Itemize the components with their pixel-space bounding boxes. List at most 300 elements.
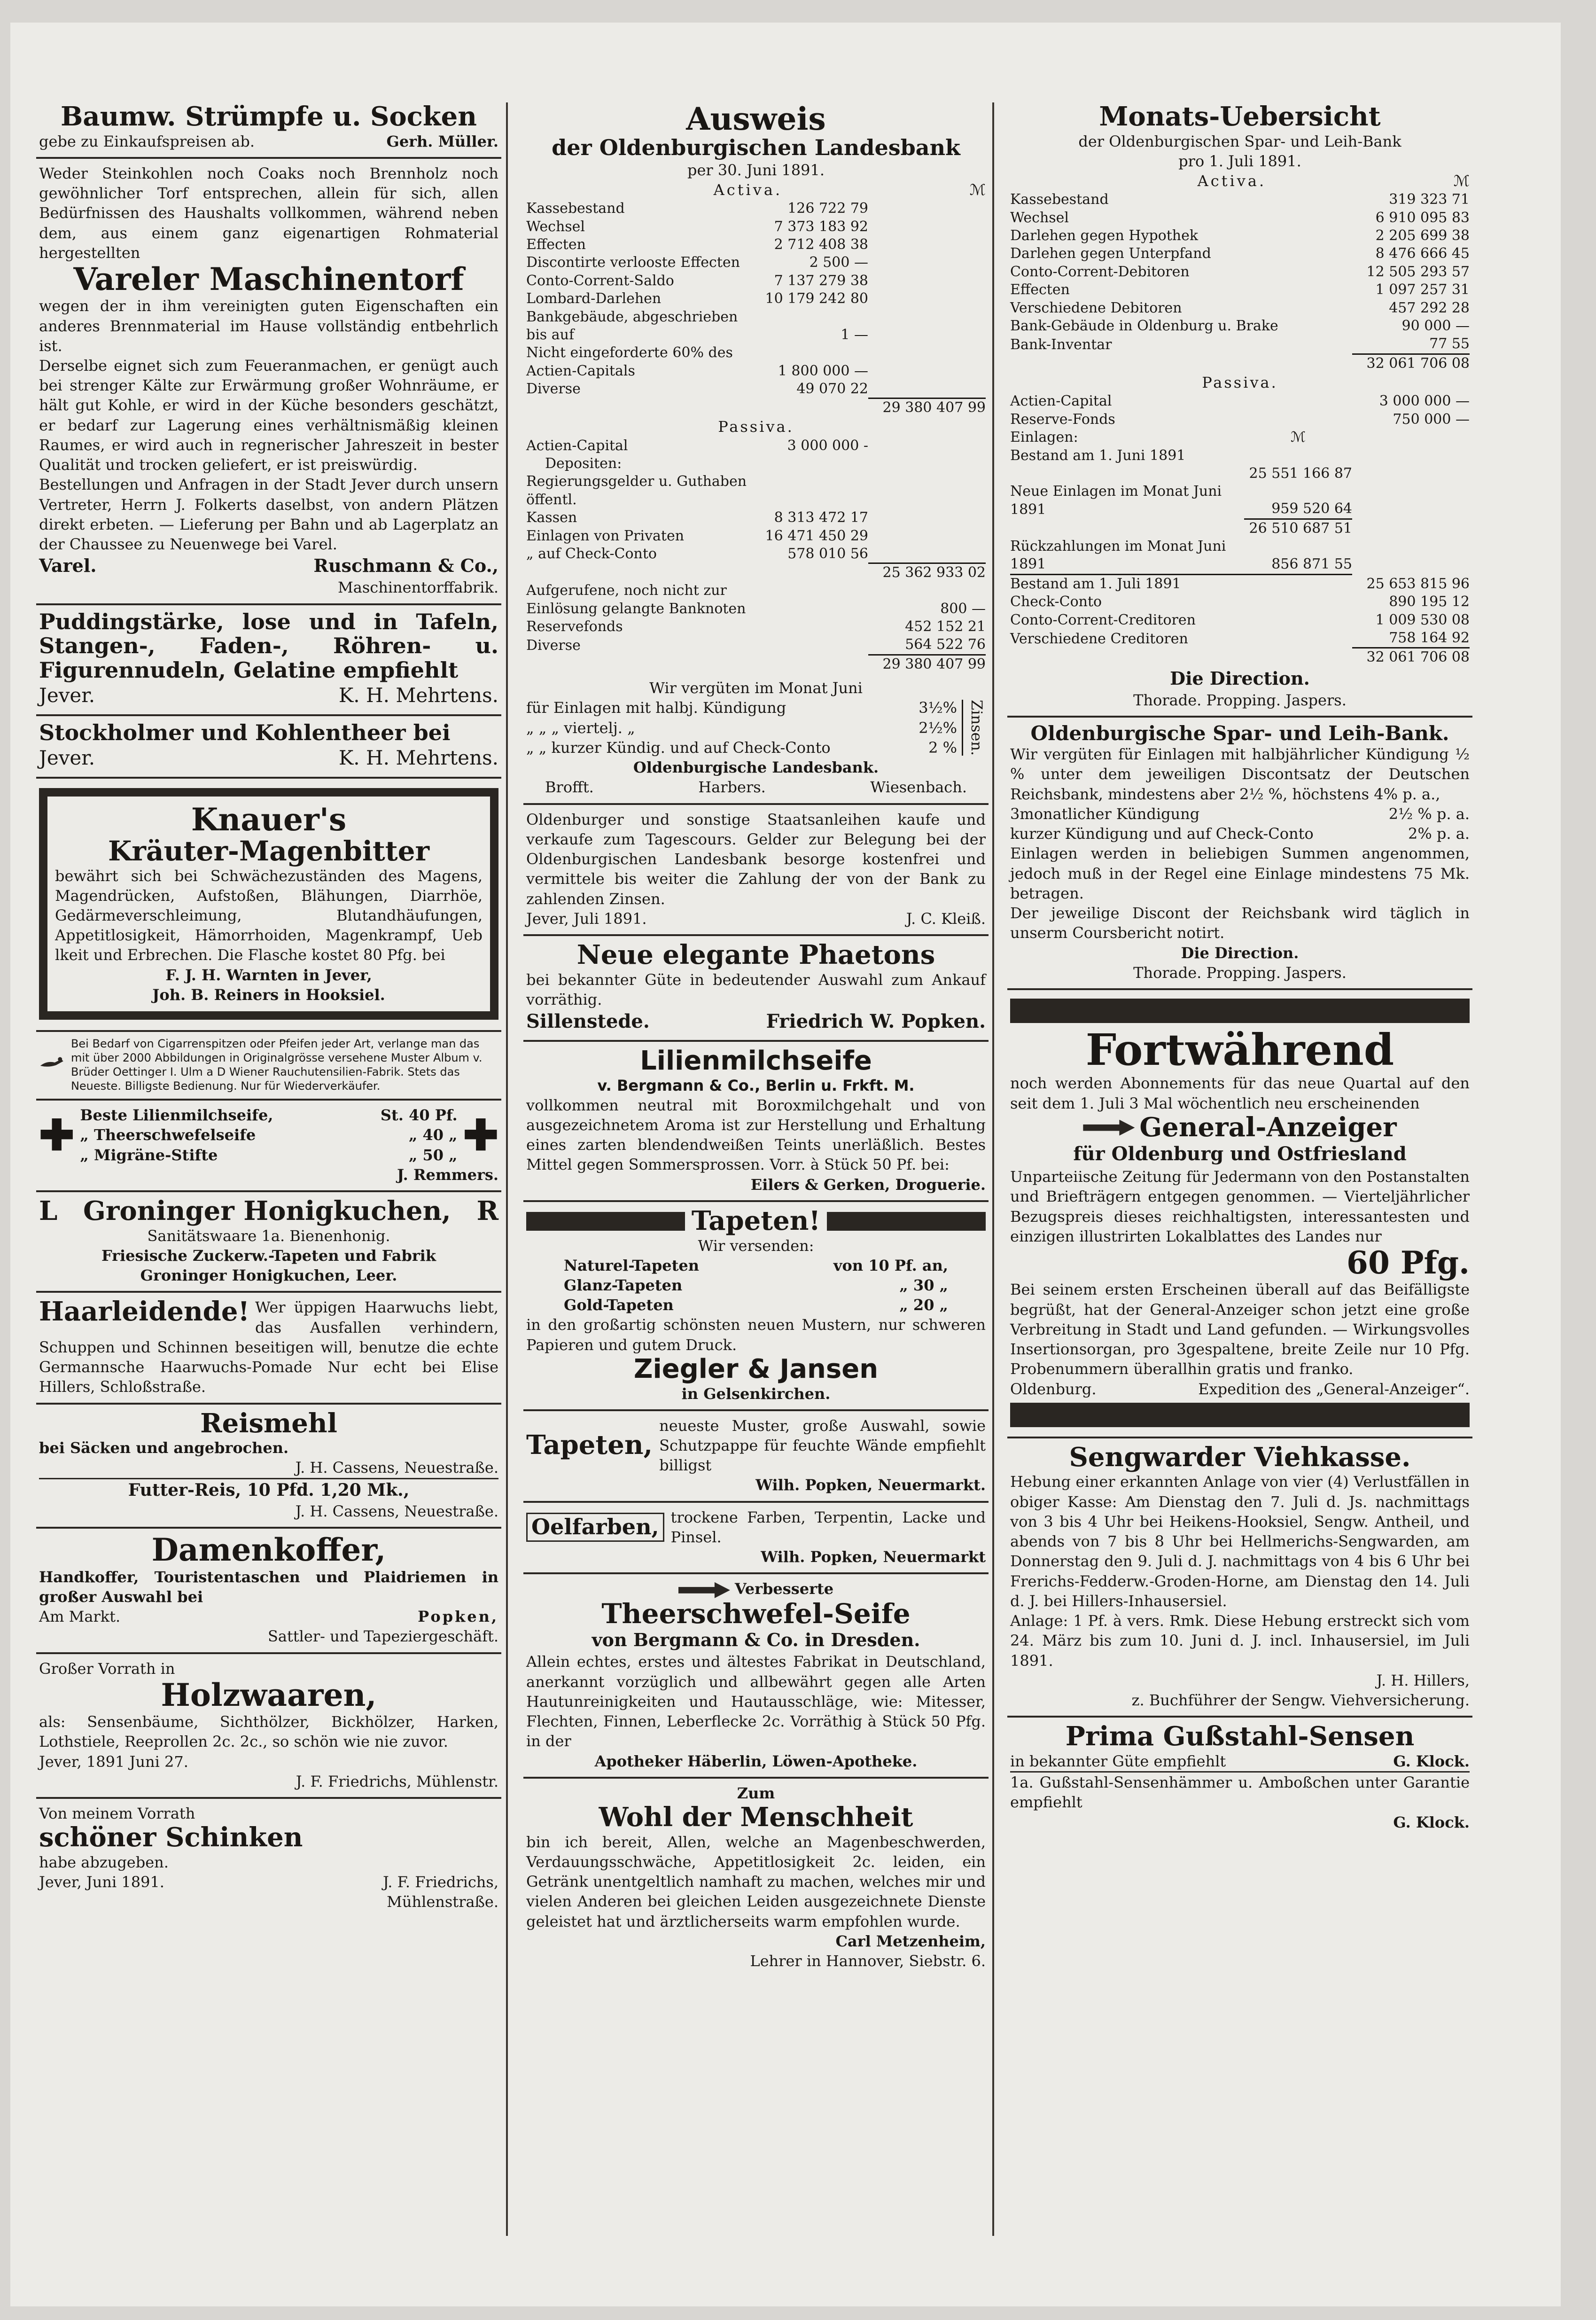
rate-label: kurzer Kündigung und auf Check-Conto [1010,825,1314,843]
ad-sensen [1007,1718,1472,1838]
table-row [1010,227,1470,245]
notice-text: Anlage: 1 Pf. à vers. Rmk. Diese Hebung erstreckt sich vom 24. März bis zum 10. Juni d. J. incl. Inhausersiel, im Juli 1891. [1010,1612,1470,1670]
product-price: von 10 Pf. an, [833,1256,948,1274]
row-value: 90 000 — [1401,318,1470,335]
ad-stockings [36,98,501,159]
rate-value: 2½% [919,719,957,737]
table-row [1010,519,1470,538]
ad-intro: Weder Steinkohlen noch Coaks noch Brennholz noch gewöhnlicher Torf entsprechen, allein für sich, allen Bedürfnissen des Haushalts vollkommen, während neben dem, aus einem ganz eigenartigen Rohmaterial hergestellten [39,164,498,262]
table-row-total [1010,648,1470,667]
ad-text: Bei seinem ersten Erscheinen überall auf das Beifälligste begrüßt, hat der General-Anzeiger schon jetzt eine große Verbreitung in Stadt und Land gefunden. — Wirkungsvolles Insertionsorgan, pro 3gespaltene, breite Zeile nur 10 Pfg. Probenummern überallhin gratis und franko. [1010,1281,1470,1378]
row-value: 1 800 000 — [778,362,868,379]
row-value: 8 313 472 17 [774,509,868,526]
row-value: 25 653 815 96 [1366,575,1470,592]
currency-label: ℳ [1453,172,1470,190]
row-label: Bankgebäude, abgeschrieben bis auf [526,308,738,343]
ad-signer-sub: Mühlenstraße. [387,1893,498,1911]
ad-date: Jever, 1891 Juni 27. [39,1752,188,1771]
pipe-icon [39,1037,65,1088]
row-label: Rückzahlungen im Monat Juni 1891 [1010,538,1226,573]
row-label: Bestand am 1. Juli 1891 [1010,574,1244,593]
table-row [1010,392,1470,410]
row-value: 12 505 293 57 [1366,263,1470,280]
ad-title: Baumw. Strümpfe u. Socken [60,101,477,132]
row-value: 16 471 450 29 [765,527,868,544]
section-label: Passiva. [1202,374,1278,392]
row-value: 457 292 28 [1389,299,1470,316]
row-label: Neue Einlagen im Monat Juni 1891 [1010,483,1222,518]
decor-bar [1010,1403,1470,1427]
ad-place: in Gelsenkirchen. [681,1384,831,1403]
row-label: Conto-Corrent-Debitoren [1010,263,1190,280]
row-label: Wechsel [526,218,585,235]
ad-maker: v. Bergmann & Co., Berlin u. Frkft. M. [597,1076,915,1094]
notice-title: Sengwarder Viehkasse. [1069,1441,1411,1473]
table-row-total [526,655,986,673]
ad-intro: Wir versenden: [698,1236,814,1255]
ad-title: Tapeten! [691,1205,821,1236]
row-label: Verschiedene Creditoren [1010,630,1188,647]
rate-label: „ „ kurzer Kündig. und auf Check-Conto [526,738,831,757]
row-label: Verschiedene Debitoren [1010,299,1182,316]
table-row [1010,611,1470,629]
rate-label: für Einlagen mit halbj. Kündigung [526,699,786,717]
passiva-total: 32 061 706 08 [1352,648,1470,667]
row-value: 578 010 56 [787,546,868,562]
section-label: Passiva. [718,418,794,436]
activa-table [526,200,986,417]
table-row [1010,299,1470,317]
row-label: Depositen: [545,455,622,472]
ad-spar-leih-bank [1007,718,1472,990]
notice-ausweis-landesbank [523,98,989,805]
ad-place: Sillenstede. [526,1010,650,1033]
pointing-hand-icon [678,1582,730,1598]
table-row-total [526,398,986,417]
row-label: Discontirte verlooste Effecten [526,254,740,271]
ad-title: Neue elegante Phaetons [576,939,935,971]
rate-value: 2 % [928,738,957,757]
row-value: 319 323 71 [1389,191,1470,208]
row-value: 25 551 166 87 [1249,465,1352,482]
director-names: Thorade. Propping. Jaspers. [1133,963,1347,982]
ad-signer: Carl Metzenheim, [835,1932,986,1950]
decor-bar [526,1212,685,1231]
notice-date: pro 1. Juli 1891. [1178,152,1301,170]
ad-signer: Friedrich W. Popken. [766,1010,986,1033]
table-row [1010,263,1470,281]
ad-text: in den großartig schönsten neuen Mustern, nur schweren Papieren und gutem Druck. [526,1316,986,1354]
row-label: Diverse [526,637,581,654]
notice-viehkasse [1007,1438,1472,1718]
ad-kleiss [523,805,989,936]
column-rule-2 [992,102,994,2236]
row-value: 10 179 242 80 [765,290,868,307]
table-row-total [1010,354,1470,373]
passiva-table [526,437,986,674]
ad-text: wegen der in ihm vereinigten guten Eigenschaften ein anderes Brennmaterial im Hause vollständig entbehrlich ist. [39,297,498,355]
ad-text: Einlagen werden in beliebigen Summen angenommen, jedoch muß in der Regel eine Einlage mindestens 75 Mk. betragen. [1010,844,1470,902]
ad-tapeten-ziegler [523,1202,989,1411]
ad-text: bei bekannter Güte in bedeutender Auswahl zum Ankauf vorräthig. [526,970,986,1008]
row-value: 7 137 279 38 [774,272,868,289]
rates-title: Wir vergüten im Monat Juni [649,679,863,697]
row-value: 8 476 666 45 [1375,245,1470,262]
ad-signer: Gerh. Müller. [386,132,498,150]
row-label: Nicht eingeforderte 60% des Actien-Capitals [526,344,733,379]
notice-signer: J. H. Hillers, [1376,1671,1470,1689]
ad-title: Kräuter-Magenbitter [108,835,430,867]
table-row [526,218,986,236]
ad-seller: Joh. B. Reiners in Hooksiel. [152,985,385,1004]
rate-value: 3½% [919,699,957,717]
ad-title: Wohl der Menschheit [599,1802,913,1833]
table-row [1010,574,1470,593]
ad-honigkuchen [36,1192,501,1293]
ad-signer: Popken, [418,1608,498,1626]
row-label: Diverse [526,381,581,398]
row-label: Aufgerufene, noch nicht zur Einlösung gelangte Banknoten [526,582,746,617]
row-label: Actien-Capital [526,437,628,454]
row-label: Actien-Capital [1010,393,1112,410]
ad-theerschwefelseife [523,1574,989,1778]
table-row [526,636,986,655]
ad-title: Reismehl [200,1407,337,1439]
product-price: „ 30 „ [899,1276,948,1294]
notice-subtitle: der Oldenburgischen Spar- und Leih-Bank [1078,132,1401,150]
ad-signer: Apotheker Häberlin, Löwen-Apotheke. [594,1752,918,1770]
ad-text: Allein echtes, erstes und ältestes Fabrikat in Deutschland, anerkannt vorzüglich und allbewährt gegen alle Arten Hautunreinigkeiten und Hautausschläge, wie: Mitesser, Flechten, Finnen, Leberflecke 2c. Vorräthig à Stück 50 Pfg. in der [526,1653,986,1750]
ad-cigarrenspitzen [36,1032,501,1101]
product-price: St. 40 Pf. [380,1106,458,1125]
ad-seller: F. J. H. Warnten in Jever, [165,966,372,984]
ad-date: Jever, Juni 1891. [39,1873,164,1891]
column-1 [36,98,501,2241]
ad-signer: J. C. Kleiß. [906,909,986,928]
activa-table [1010,191,1470,373]
ad-title: schöner Schinken [39,1822,303,1853]
row-label: Conto-Corrent-Creditoren [1010,611,1196,628]
table-row [526,308,986,344]
ad-text: in bekannter Güte empfiehlt [1010,1752,1226,1770]
ad-signer: Wilh. Popken, Neuermarkt. [755,1476,986,1494]
row-label: Kassebestand [1010,191,1109,208]
ad-phaetons [523,936,989,1042]
row-label: Darlehen gegen Hypothek [1010,227,1199,244]
table-row [526,527,986,545]
row-value: 49 070 22 [796,381,868,398]
row-label: Bank-Gebäude in Oldenburg u. Brake [1010,318,1278,335]
ad-signer: J. H. Cassens, Neuestraße. [295,1459,498,1477]
ad-initial-left: L [39,1195,58,1227]
direction-label: Die Direction. [1181,944,1299,962]
ad-place: Oldenburg. [1010,1380,1097,1398]
row-label: Bank-Inventar [1010,336,1112,353]
ad-text: Friesische Zuckerw.-Tapeten und Fabrik [101,1246,436,1265]
ad-place: Jever. [39,746,95,770]
ad-place: Am Markt. [39,1608,121,1626]
ad-text: 1a. Gußstahl-Sensenhämmer u. Amboßchen unter Garantie empfiehlt [1010,1771,1470,1812]
row-label: Wechsel [1010,209,1069,226]
table-row [1010,317,1470,335]
bank-name: Oldenburgische Landesbank. [633,758,879,777]
ad-place: Varel. [39,555,97,577]
table-row [1010,465,1470,483]
row-value: 2 712 408 38 [774,236,868,253]
ad-signer: Expedition des „General-Anzeiger“. [1198,1380,1470,1398]
row-value: 959 520 64 [1271,500,1352,517]
ad-place: Jever. [39,684,95,707]
ad-oelfarben [523,1503,989,1575]
row-value: 890 195 12 [1389,594,1470,610]
row-value: 1 097 257 31 [1375,281,1470,298]
row-value: 452 152 21 [905,618,986,635]
column-2 [523,98,989,2241]
table-row [526,618,986,636]
table-row [1010,335,1470,354]
table-row [1010,629,1470,648]
ad-signer: K. H. Mehrtens. [338,746,498,770]
rate-label: 3monatlicher Kündigung [1010,805,1200,823]
ad-intro: Verbesserte [734,1580,834,1598]
row-value: 758 164 92 [1389,630,1470,647]
section-label: Activa. [713,181,783,199]
table-row [1010,411,1470,429]
ad-signer-sub: Maschinentorffabrik. [338,578,498,597]
row-value: 1 009 530 08 [1375,611,1470,628]
column-rule-1 [506,102,508,2236]
row-label: Einlagen von Privaten [526,527,685,544]
row-label: Darlehen gegen Unterpfand [1010,245,1211,262]
ad-damenkoffer [36,1529,501,1654]
ad-text: Oldenburger und sonstige Staatsanleihen kaufe und verkaufe zum Tagescours. Gelder zur Belegung bei der Oldenburgischen Landesbank besorge kostenfrei und vermittele bis weiter die Zahlung der von der Bank zu zahlenden Zinsen. [526,810,986,908]
ad-tapeten-popken [523,1411,989,1503]
ad-text: vollkommen neutral mit Boroxmilchgehalt und von ausgezeichnetem Aroma ist zur Herstellung und Erhaltung eines zarten blendendweißen Teints unerläßlich. Bestes Mittel gegen Sommersprossen. Vorr. à Stück 50 Pf. bei: [526,1096,986,1174]
row-value: 564 522 76 [905,636,986,653]
table-row [526,582,986,618]
row-label: Effecten [1010,281,1070,298]
product-name: Glanz-Tapeten [564,1276,683,1294]
table-row [1010,538,1470,574]
ad-title: Prima Gußstahl-Sensen [1065,1721,1415,1752]
ad-text: bin ich bereit, Allen, welche an Magenbeschwerden, Verdauungsschwäche, Appetitlosigkeit 2c. leiden, ein Getränk unentgeltlich namhaft zu machen, welches mir und vielen Anderen bei gleichen Leiden ausgezeichnete Dienste geleistet hat und ärztlicherseits warm empfohlen wurde. [526,1833,986,1930]
ad-signer: K. H. Mehrtens. [338,684,498,707]
ad-price: 60 Pfg. [1347,1244,1470,1281]
row-value: 1 — [841,326,868,343]
ad-signer: J. F. Friedrichs, [382,1873,498,1891]
ad-text: Der jeweilige Discont der Reichsbank wird täglich in unserm Coursbericht notirt. [1010,904,1470,942]
ad-general-anzeiger [1007,990,1472,1438]
ad-title: Stockholmer und Kohlentheer bei [39,719,451,745]
row-value: 7 373 183 92 [774,218,868,235]
ad-title: Theerschwefel-Seife [601,1597,911,1630]
ad-title: Puddingstärke, lose und in Tafeln, Stangen-, Faden-, Röhren- u. Figurennudeln, Gelatine empfiehlt [39,609,498,683]
table-row-total [526,563,986,582]
product-name: Naturel-Tapeten [564,1256,700,1274]
row-label: Conto-Corrent-Saldo [526,272,674,289]
row-label: Einlagen: [1010,429,1078,446]
ad-text: Bei Bedarf von Cigarrenspitzen oder Pfeifen jeder Art, verlange man das mit über 2000 Abbildungen in Originalgrösse versehene Muster Album v. Brüder Oettinger I. Ulm a D Wiener Rauchutensilien-Fabrik. Stets das Neueste. Billigste Bedienung. Nur für Wiederverkäufer. [70,1037,483,1093]
table-row [526,455,986,473]
currency-label: ℳ [969,181,986,199]
ad-wohl-der-menschheit [523,1779,989,1976]
row-label: Lombard-Darlehen [526,290,662,307]
ad-text: bei Säcken und angebrochen. [39,1439,289,1457]
ad-signer: J. F. Friedrichs, Mühlenstr. [296,1772,498,1790]
section-label: Activa. [1197,172,1267,190]
rate-value: 2% p. a. [1408,825,1470,843]
ad-firm: Ziegler & Jansen [633,1353,879,1384]
ad-signer-sub: Lehrer in Hannover, Siebstr. 6. [750,1952,986,1970]
ad-intro: Zum [737,1784,775,1802]
cross-icon: ✚ [463,1110,498,1160]
ad-signer: Wilh. Popken, Neuermarkt [761,1548,986,1566]
row-label: Kassebestand [526,200,625,217]
table-row [1010,429,1470,446]
table-row [1010,281,1470,299]
product-price: „ 20 „ [899,1296,948,1314]
ad-text: Futter-Reis, 10 Pfd. 1,20 Mk., [39,1478,498,1502]
row-value: 800 — [940,600,986,617]
ad-maker: von Bergmann & Co. in Dresden. [592,1629,920,1651]
ad-text: Sanitätswaare 1a. Bienenhonig. [147,1226,390,1245]
paper-name: General-Anzeiger [1139,1111,1397,1143]
ad-title: Groninger Honigkuchen, [83,1195,451,1227]
table-row [526,236,986,254]
ad-signer-sub: Sattler- und Tapeziergeschäft. [267,1627,498,1646]
product-price: „ 50 „ [408,1146,458,1164]
row-value: 856 871 55 [1271,556,1352,573]
table-row [1010,245,1470,263]
notice-subtitle: der Oldenburgischen Landesbank [552,135,960,161]
ad-frame [39,788,498,1020]
ad-schinken [36,1799,501,1918]
product-price: „ 40 „ [408,1126,458,1144]
ad-pudding [36,605,501,716]
row-value: 750 000 — [1393,411,1470,428]
row-label: Kassen [526,509,577,526]
ad-title: Oldenburgische Spar- und Leih-Bank. [1030,722,1449,745]
ad-title: Vareler Maschinentorf [73,261,464,297]
table-row [1010,483,1470,519]
notice-title: Ausweis [686,101,826,137]
notice-text: Hebung einer erkannten Anlage von vier (4) Verlustfällen in obiger Kasse: Am Dienstag den 7. Juli d. Js. nachmittags von 3 bis 4 Uhr bei Heikens-Hooksiel, Sengw. Antheil, und abends von 7 bis 8 Uhr bei Hellmerichs-Sengwarden, am Donnerstag den 9. Juli d. J. nachmittags von 4 bis 6 Uhr bei Frerichs-Fedderw.-Groden-Horne, am Dienstag den 14. Juli d. J. bei Hillers-Inhausersiel. [1010,1473,1470,1610]
ad-text: Unparteiische Zeitung für Jedermann von den Postanstalten und Briefträgern entgegen genommen. — Vierteljährlicher Bezugspreis dieses reichhaltigsten, interessantesten und einzigen illustrirten Lokalblattes des Landes nur [1010,1168,1470,1245]
ad-text: Derselbe eignet sich zum Feueranmachen, er genügt auch bei strenger Kälte zur Erwärmung großer Wohnräume, er hält gut Kohle, er wird in der Küche besonders geschätzt, er bedarf zur Lagerung eines verhältnismäßig kleinen Raumes, er wird auch in regnerischer Jahreszeit in bester Qualität und trocken geliefert, er ist preiswürdig. [39,356,498,474]
row-value: 3 000 000 — [1379,393,1470,410]
ad-text: Wer üppigen Haarwuchs liebt, das Ausfallen verhindern, Schuppen und Schinnen beseitigen will, benutze die echte Germannsche Haarwuchs-Pomade Nur echt bei Elise Hillers, Schloßstraße. [39,1298,498,1396]
ad-title: Tapeten, [526,1429,653,1461]
ad-magenbitter [36,779,501,1032]
row-label: Effecten [526,236,586,253]
table-row [526,272,986,290]
ad-title: Holzwaaren, [161,1676,377,1713]
director-names: Thorade. Propping. Jaspers. [1133,691,1347,709]
ad-text: neueste Muster, große Auswahl, sowie Schutzpappe für feuchte Wände empfiehlt billigst [659,1416,986,1475]
pointing-hand-icon [1083,1120,1135,1136]
row-value: 126 722 79 [787,200,868,217]
ad-title: Knauer's [191,801,347,838]
table-row [526,380,986,398]
row-label: Reservefonds [526,618,623,635]
ad-text: Handkoffer, Touristentaschen und Plaidriemen in großer Auswahl bei [39,1568,498,1606]
table-row [526,509,986,527]
rate-value: 2½ % p. a. [1388,805,1470,823]
row-value: 2 500 — [809,254,868,271]
table-row [526,344,986,380]
rates-side-label: Zinsen. [962,700,986,756]
product-name: Beste Lilienmilchseife, [80,1106,273,1125]
ad-intro: Großer Vorrath in [39,1659,175,1678]
row-label: Reserve-Fonds [1010,411,1115,428]
notice-title: Monats-Uebersicht [1099,101,1381,132]
ad-holzwaaren [36,1654,501,1799]
activa-total: 29 380 407 99 [868,398,986,417]
director-name: Harbers. [698,778,766,797]
ad-title: Fortwährend [1085,1024,1394,1076]
row-value: 2 205 699 38 [1375,227,1470,244]
ad-text: trockene Farben, Terpentin, Lacke und Pinsel. [670,1508,986,1546]
direction-label: Die Direction. [1170,667,1310,689]
ad-title: Damenkoffer, [151,1531,386,1569]
row-value: 77 55 [1429,336,1470,352]
notice-date: per 30. Juni 1891. [687,161,825,179]
cross-icon: ✚ [39,1110,75,1160]
depositen-total: 25 362 933 02 [868,563,986,582]
ad-text: Wir vergüten für Einlagen mit halbjährlicher Kündigung ½ % unter dem jeweiligen Discontsatz der Deutschen Reichsbank, mindestens aber 2½ %, höchstens 4% p. a., [1010,745,1470,803]
ad-text: als: Sensenbäume, Sichthölzer, Bickhölzer, Harken, Lothstiele, Reeprollen 2c. 2c., so schön wie nie zuvor. [39,1713,498,1751]
row-label: Check-Conto [1010,594,1102,610]
ad-text: noch werden Abonnements für das neue Quartal auf den seit dem 1. Juli 3 Mal wöchentlich neu erscheinenden [1010,1074,1470,1112]
ad-signer: Ruschmann & Co., [313,555,498,577]
ad-date: Jever, Juli 1891. [526,909,647,928]
ad-title: Oelfarben, [526,1513,664,1542]
ad-reismehl [36,1405,501,1529]
product-name: „ Theerschwefelseife [80,1126,256,1144]
ad-text: bewährt sich bei Schwächezuständen des Magens, Magendrücken, Aufstoßen, Blähungen, Diarrhöe, Gedärmeverschleimung, Blutandhäufungen, Appetitlosigkeit, Hämorrhoiden, Magenkrampf, Ueb lkeit und Erbrechen. Die Flasche kostet 80 Pfg. bei [55,867,483,964]
row-label: Bestand am 1. Juni 1891 [1010,447,1186,464]
ad-signer: J. Remmers. [397,1165,498,1184]
table-row [1010,593,1470,611]
table-row [526,290,986,308]
passiva-total: 29 380 407 99 [868,655,986,673]
ad-text: gebe zu Einkaufspreisen ab. [39,132,255,150]
ad-lilienmilchseife [523,1042,989,1202]
ad-signer: Eilers & Gerken, Droguerie. [750,1175,986,1194]
ad-signer: G. Klock. [1393,1813,1470,1831]
ad-signer: J. H. Cassens, Neuestraße. [295,1502,498,1521]
row-label: „ auf Check-Conto [526,546,657,562]
ad-signer: G. Klock. [1393,1752,1470,1770]
product-name: Gold-Tapeten [564,1296,674,1314]
ad-title: Haarleidende! [39,1296,250,1328]
column-3 [1007,98,1472,2241]
row-value: 3 000 000 - [787,437,868,454]
ad-text: Bestellungen und Anfragen in der Stadt Jever durch unsern Vertreter, Herrn J. Folkerts daselbst, von andern Plätzen direkt erbeten. — Lieferung per Bahn und ab Lagerplatz an der Chaussee zu Neuenwege bei Varel. [39,476,498,554]
table-row [1010,209,1470,227]
table-row [526,254,986,272]
ad-initial-right: R [476,1195,498,1227]
table-row [1010,447,1470,465]
paper-region: für Oldenburg und Ostfriesland [1073,1143,1407,1165]
ad-text: habe abzugeben. [39,1853,169,1871]
ad-remmers [36,1101,501,1192]
table-row [526,545,986,563]
newspaper-page [10,23,1561,2306]
row-value: 6 910 095 83 [1375,209,1470,226]
ad-theer [36,716,501,779]
activa-total: 32 061 706 08 [1352,354,1470,373]
